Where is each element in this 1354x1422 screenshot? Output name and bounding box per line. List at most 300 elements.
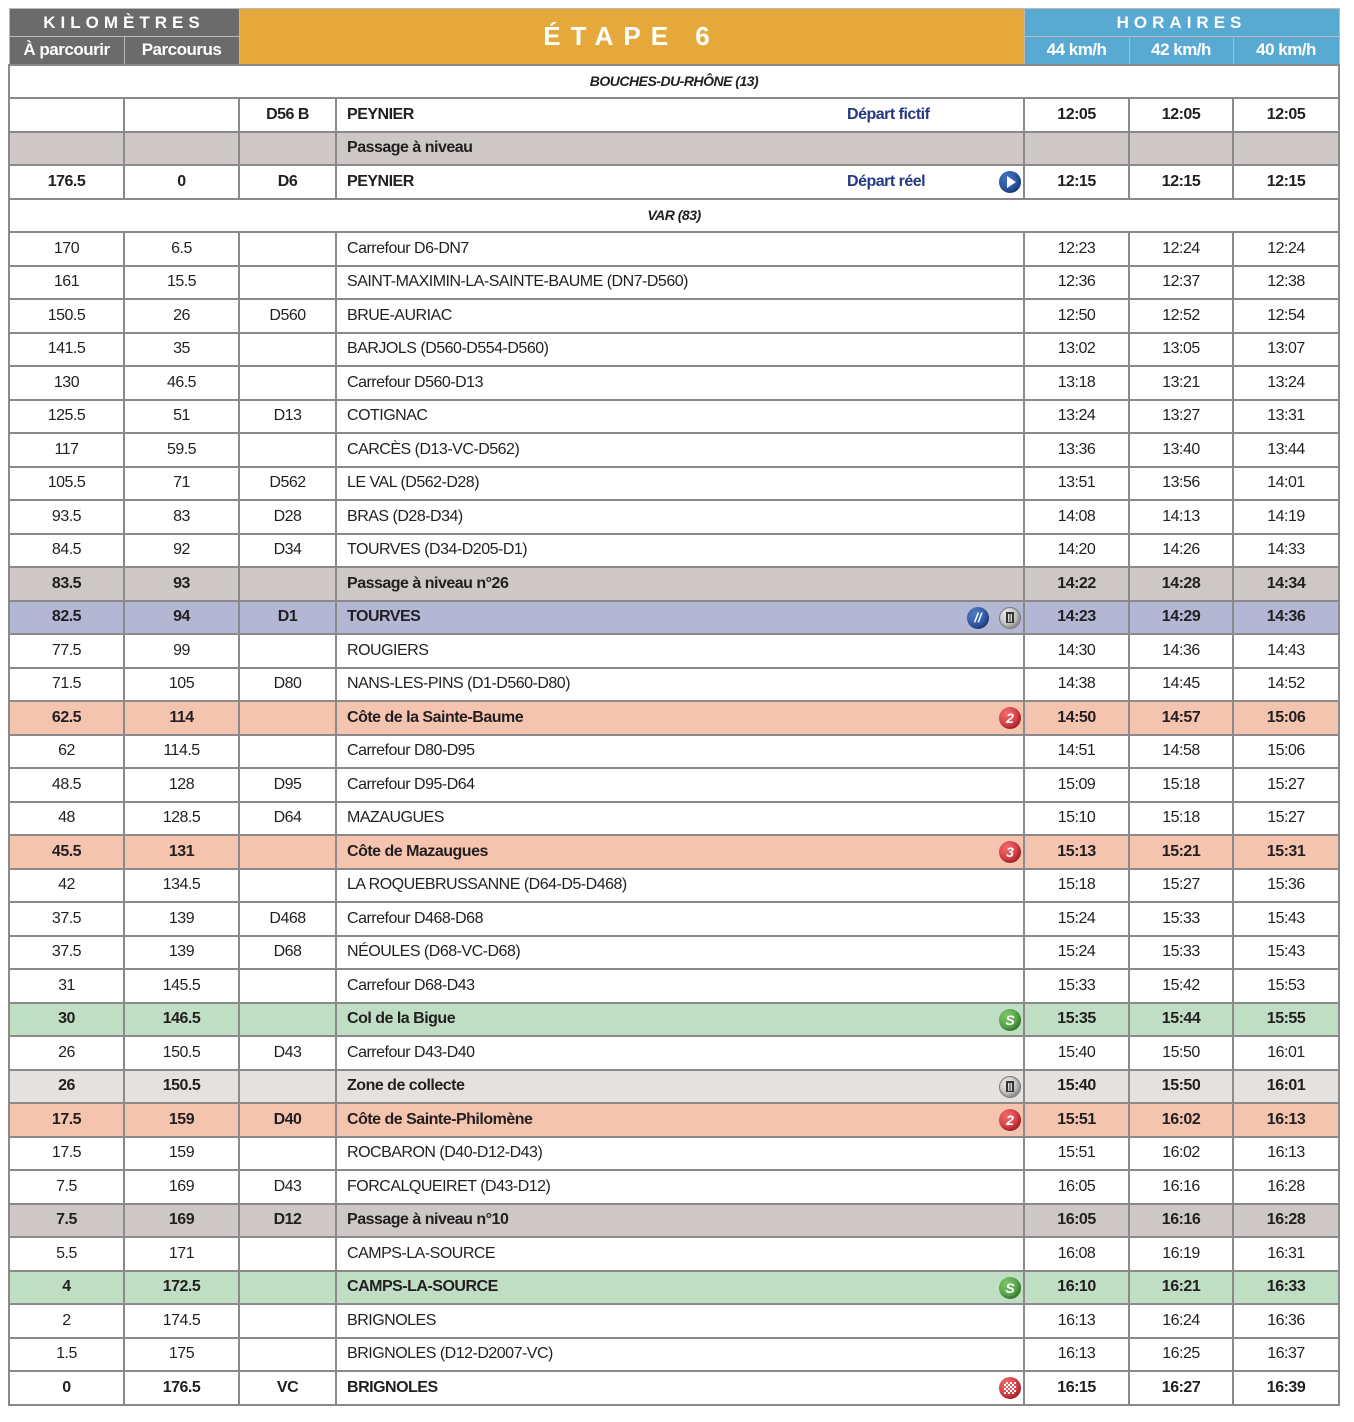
place-name: TOURVES (D34-D205-D1) xyxy=(347,541,528,559)
done-km: 35 xyxy=(124,333,239,367)
route-row xyxy=(9,333,1339,367)
done-km: 172.5 xyxy=(124,1271,239,1305)
place-name: PEYNIER xyxy=(347,172,414,190)
place-name: COTIGNAC xyxy=(347,407,428,425)
stage-title: ÉTAPE 6 xyxy=(239,9,1024,65)
done-km: 150.5 xyxy=(124,1070,239,1104)
time-44kmh: 12:23 xyxy=(1024,232,1129,266)
remaining-km: 141.5 xyxy=(9,333,124,367)
time-40kmh: 12:54 xyxy=(1233,299,1339,333)
place-cell xyxy=(336,634,1024,668)
place-name: CAMPS-LA-SOURCE xyxy=(347,1278,498,1296)
road-number xyxy=(239,567,336,601)
row-icons xyxy=(967,607,1021,629)
remaining-km: 30 xyxy=(9,1003,124,1037)
time-42kmh: 16:02 xyxy=(1129,1103,1233,1137)
road-number xyxy=(239,266,336,300)
remaining-km: 83.5 xyxy=(9,567,124,601)
done-km: 146.5 xyxy=(124,1003,239,1037)
time-40kmh xyxy=(1233,132,1339,166)
place-name: Zone de collecte xyxy=(347,1077,465,1095)
time-44kmh: 14:30 xyxy=(1024,634,1129,668)
time-40kmh: 12:24 xyxy=(1233,232,1339,266)
time-44kmh: 14:23 xyxy=(1024,601,1129,635)
time-42kmh: 14:36 xyxy=(1129,634,1233,668)
time-42kmh: 15:18 xyxy=(1129,802,1233,836)
done-km: 174.5 xyxy=(124,1304,239,1338)
time-44kmh: 14:38 xyxy=(1024,668,1129,702)
remaining-km: 150.5 xyxy=(9,299,124,333)
remaining-km: 5.5 xyxy=(9,1237,124,1271)
done-km: 26 xyxy=(124,299,239,333)
row-icons xyxy=(999,841,1021,863)
place-cell xyxy=(336,735,1024,769)
remaining-km: 105.5 xyxy=(9,467,124,501)
time-40kmh: 16:39 xyxy=(1233,1371,1339,1405)
row-icons xyxy=(999,1277,1021,1299)
time-44kmh: 14:51 xyxy=(1024,735,1129,769)
time-40kmh: 15:06 xyxy=(1233,735,1339,769)
route-row xyxy=(9,634,1339,668)
remaining-km: 77.5 xyxy=(9,634,124,668)
remaining-km: 2 xyxy=(9,1304,124,1338)
done-km: 83 xyxy=(124,500,239,534)
time-42kmh: 16:16 xyxy=(1129,1204,1233,1238)
time-44kmh: 13:36 xyxy=(1024,433,1129,467)
done-km xyxy=(124,132,239,166)
place-cell xyxy=(336,400,1024,434)
time-44kmh: 12:05 xyxy=(1024,98,1129,132)
speed-header-42: 42 km/h xyxy=(1129,37,1233,65)
departure-note: Départ fictif xyxy=(847,106,930,123)
route-row xyxy=(9,1170,1339,1204)
route-row xyxy=(9,98,1339,132)
done-km: 150.5 xyxy=(124,1036,239,1070)
route-row xyxy=(9,366,1339,400)
done-km: 128 xyxy=(124,768,239,802)
place-cell xyxy=(336,1204,1024,1238)
place-cell xyxy=(336,232,1024,266)
road-number: D43 xyxy=(239,1170,336,1204)
road-number: D560 xyxy=(239,299,336,333)
time-40kmh: 16:31 xyxy=(1233,1237,1339,1271)
time-44kmh: 13:18 xyxy=(1024,366,1129,400)
done-km: 0 xyxy=(124,165,239,199)
place-cell xyxy=(336,299,1024,333)
region-label: VAR (83) xyxy=(9,199,1339,233)
road-number: D12 xyxy=(239,1204,336,1238)
time-42kmh: 15:21 xyxy=(1129,835,1233,869)
road-number: D56 B xyxy=(239,98,336,132)
place-cell xyxy=(336,500,1024,534)
place-name: Côte de la Sainte-Baume xyxy=(347,708,524,726)
time-40kmh: 16:28 xyxy=(1233,1204,1339,1238)
time-42kmh: 12:52 xyxy=(1129,299,1233,333)
place-name: Passage à niveau n°26 xyxy=(347,574,509,592)
time-40kmh: 15:55 xyxy=(1233,1003,1339,1037)
road-number xyxy=(239,433,336,467)
place-name: SAINT-MAXIMIN-LA-SAINTE-BAUME (DN7-D560) xyxy=(347,273,688,291)
remaining-km: 45.5 xyxy=(9,835,124,869)
time-40kmh: 12:05 xyxy=(1233,98,1339,132)
place-cell xyxy=(336,969,1024,1003)
time-40kmh: 12:15 xyxy=(1233,165,1339,199)
remaining-km: 48 xyxy=(9,802,124,836)
route-row xyxy=(9,835,1339,869)
place-cell xyxy=(336,802,1024,836)
road-number xyxy=(239,333,336,367)
horaires-header: HORAIRES xyxy=(1024,9,1339,37)
place-name: Côte de Sainte-Philomène xyxy=(347,1110,533,1128)
time-42kmh: 12:05 xyxy=(1129,98,1233,132)
time-42kmh: 16:16 xyxy=(1129,1170,1233,1204)
route-row xyxy=(9,601,1339,635)
road-number: D468 xyxy=(239,902,336,936)
time-44kmh: 16:13 xyxy=(1024,1304,1129,1338)
row-icons xyxy=(999,707,1021,729)
remaining-km: 26 xyxy=(9,1036,124,1070)
road-number: D80 xyxy=(239,668,336,702)
route-row xyxy=(9,735,1339,769)
place-cell xyxy=(336,534,1024,568)
timetable xyxy=(8,8,1340,1406)
finish-flag-icon xyxy=(999,1377,1021,1399)
place-cell xyxy=(336,366,1024,400)
remaining-km xyxy=(9,132,124,166)
time-44kmh: 12:15 xyxy=(1024,165,1129,199)
place-cell xyxy=(336,1137,1024,1171)
time-40kmh: 13:07 xyxy=(1233,333,1339,367)
route-row xyxy=(9,936,1339,970)
place-name: Côte de Mazaugues xyxy=(347,842,488,860)
place-cell xyxy=(336,835,1024,869)
remaining-km: 7.5 xyxy=(9,1204,124,1238)
route-row xyxy=(9,802,1339,836)
route-row xyxy=(9,1204,1339,1238)
route-row xyxy=(9,1304,1339,1338)
climb-cat-3-icon: 3 xyxy=(999,841,1021,863)
place-cell xyxy=(336,333,1024,367)
done-km-header: Parcourus xyxy=(124,37,239,65)
done-km xyxy=(124,98,239,132)
road-number xyxy=(239,1304,336,1338)
time-44kmh: 15:18 xyxy=(1024,869,1129,903)
remaining-km: 0 xyxy=(9,1371,124,1405)
time-40kmh: 15:36 xyxy=(1233,869,1339,903)
done-km: 169 xyxy=(124,1170,239,1204)
done-km: 6.5 xyxy=(124,232,239,266)
route-row xyxy=(9,266,1339,300)
done-km: 59.5 xyxy=(124,433,239,467)
place-name: Passage à niveau xyxy=(347,139,473,157)
time-40kmh: 16:13 xyxy=(1233,1137,1339,1171)
time-44kmh: 15:51 xyxy=(1024,1137,1129,1171)
row-icons xyxy=(999,171,1021,193)
road-number xyxy=(239,1338,336,1372)
place-cell xyxy=(336,98,1024,132)
climb-cat-2-icon: 2 xyxy=(999,707,1021,729)
route-row xyxy=(9,165,1339,199)
route-row xyxy=(9,869,1339,903)
place-name: BRAS (D28-D34) xyxy=(347,507,463,525)
road-number: D13 xyxy=(239,400,336,434)
place-cell xyxy=(336,1070,1024,1104)
remaining-km: 62.5 xyxy=(9,701,124,735)
time-44kmh: 14:20 xyxy=(1024,534,1129,568)
place-cell xyxy=(336,132,1024,166)
place-cell xyxy=(336,902,1024,936)
place-cell xyxy=(336,1036,1024,1070)
route-row xyxy=(9,534,1339,568)
row-icons xyxy=(999,1377,1021,1399)
road-number xyxy=(239,701,336,735)
time-40kmh: 15:43 xyxy=(1233,936,1339,970)
done-km: 114 xyxy=(124,701,239,735)
time-44kmh: 15:51 xyxy=(1024,1103,1129,1137)
remaining-km: 161 xyxy=(9,266,124,300)
remaining-km-header: À parcourir xyxy=(9,37,124,65)
time-44kmh xyxy=(1024,132,1129,166)
road-number: D40 xyxy=(239,1103,336,1137)
done-km: 99 xyxy=(124,634,239,668)
route-row xyxy=(9,1237,1339,1271)
done-km: 145.5 xyxy=(124,969,239,1003)
time-40kmh: 16:28 xyxy=(1233,1170,1339,1204)
place-name: PEYNIER xyxy=(347,105,414,123)
place-cell xyxy=(336,668,1024,702)
time-40kmh: 14:52 xyxy=(1233,668,1339,702)
remaining-km: 7.5 xyxy=(9,1170,124,1204)
place-name: Col de la Bigue xyxy=(347,1010,456,1028)
remaining-km: 170 xyxy=(9,232,124,266)
route-row xyxy=(9,433,1339,467)
place-name: NÉOULES (D68-VC-D68) xyxy=(347,943,521,961)
route-row xyxy=(9,232,1339,266)
road-number xyxy=(239,735,336,769)
place-name: BRIGNOLES xyxy=(347,1378,438,1396)
place-name: BRIGNOLES xyxy=(347,1311,436,1329)
remaining-km: 1.5 xyxy=(9,1338,124,1372)
road-number xyxy=(239,1237,336,1271)
place-name: ROUGIERS xyxy=(347,641,429,659)
place-name: Carrefour D68-D43 xyxy=(347,976,475,994)
place-name: LE VAL (D562-D28) xyxy=(347,474,480,492)
sprint-icon: S xyxy=(999,1277,1021,1299)
remaining-km: 17.5 xyxy=(9,1103,124,1137)
time-44kmh: 14:50 xyxy=(1024,701,1129,735)
place-cell xyxy=(336,266,1024,300)
place-name: BRUE-AURIAC xyxy=(347,306,452,324)
time-44kmh: 15:35 xyxy=(1024,1003,1129,1037)
time-42kmh: 14:13 xyxy=(1129,500,1233,534)
place-name: BRIGNOLES (D12-D2007-VC) xyxy=(347,1345,553,1363)
sprint-icon: S xyxy=(999,1009,1021,1031)
remaining-km: 71.5 xyxy=(9,668,124,702)
road-number xyxy=(239,232,336,266)
row-icons xyxy=(999,1076,1021,1098)
remaining-km: 48.5 xyxy=(9,768,124,802)
time-42kmh: 13:56 xyxy=(1129,467,1233,501)
place-cell xyxy=(336,567,1024,601)
time-42kmh: 16:19 xyxy=(1129,1237,1233,1271)
time-40kmh: 12:38 xyxy=(1233,266,1339,300)
time-40kmh: 14:33 xyxy=(1233,534,1339,568)
time-44kmh: 15:09 xyxy=(1024,768,1129,802)
road-number: D64 xyxy=(239,802,336,836)
place-name: BARJOLS (D560-D554-D560) xyxy=(347,340,549,358)
place-cell xyxy=(336,433,1024,467)
time-44kmh: 16:08 xyxy=(1024,1237,1129,1271)
done-km: 131 xyxy=(124,835,239,869)
time-42kmh: 14:58 xyxy=(1129,735,1233,769)
place-name: Carrefour D80-D95 xyxy=(347,742,475,760)
region-row xyxy=(9,199,1339,233)
row-icons xyxy=(999,1109,1021,1131)
road-number: VC xyxy=(239,1371,336,1405)
time-44kmh: 15:10 xyxy=(1024,802,1129,836)
time-40kmh: 14:19 xyxy=(1233,500,1339,534)
done-km: 139 xyxy=(124,902,239,936)
time-44kmh: 14:22 xyxy=(1024,567,1129,601)
place-name: Passage à niveau n°10 xyxy=(347,1211,509,1229)
place-cell xyxy=(336,601,1024,635)
route-row xyxy=(9,132,1339,166)
time-42kmh: 15:50 xyxy=(1129,1070,1233,1104)
remaining-km: 37.5 xyxy=(9,902,124,936)
road-number: D68 xyxy=(239,936,336,970)
done-km: 176.5 xyxy=(124,1371,239,1405)
time-44kmh: 12:36 xyxy=(1024,266,1129,300)
time-44kmh: 13:02 xyxy=(1024,333,1129,367)
done-km: 171 xyxy=(124,1237,239,1271)
time-42kmh: 13:21 xyxy=(1129,366,1233,400)
route-row xyxy=(9,1271,1339,1305)
remaining-km: 4 xyxy=(9,1271,124,1305)
road-number xyxy=(239,1271,336,1305)
remaining-km: 93.5 xyxy=(9,500,124,534)
time-44kmh: 15:33 xyxy=(1024,969,1129,1003)
time-42kmh: 14:29 xyxy=(1129,601,1233,635)
place-cell xyxy=(336,936,1024,970)
route-row xyxy=(9,969,1339,1003)
route-row xyxy=(9,400,1339,434)
time-40kmh: 15:43 xyxy=(1233,902,1339,936)
climb-cat-2-icon: 2 xyxy=(999,1109,1021,1131)
done-km: 92 xyxy=(124,534,239,568)
road-number xyxy=(239,1070,336,1104)
time-42kmh: 14:28 xyxy=(1129,567,1233,601)
done-km: 134.5 xyxy=(124,869,239,903)
time-42kmh: 14:45 xyxy=(1129,668,1233,702)
route-row xyxy=(9,668,1339,702)
done-km: 128.5 xyxy=(124,802,239,836)
place-cell xyxy=(336,1371,1024,1405)
time-42kmh: 12:15 xyxy=(1129,165,1233,199)
road-number: D1 xyxy=(239,601,336,635)
route-row xyxy=(9,768,1339,802)
time-40kmh: 15:06 xyxy=(1233,701,1339,735)
time-44kmh: 15:13 xyxy=(1024,835,1129,869)
place-cell xyxy=(336,1271,1024,1305)
remaining-km: 37.5 xyxy=(9,936,124,970)
place-name: Carrefour D43-D40 xyxy=(347,1043,475,1061)
done-km: 51 xyxy=(124,400,239,434)
place-name: LA ROQUEBRUSSANNE (D64-D5-D468) xyxy=(347,876,627,894)
time-44kmh: 15:40 xyxy=(1024,1036,1129,1070)
road-number xyxy=(239,366,336,400)
done-km: 46.5 xyxy=(124,366,239,400)
time-42kmh: 16:21 xyxy=(1129,1271,1233,1305)
road-number: D28 xyxy=(239,500,336,534)
route-row xyxy=(9,500,1339,534)
place-name: Carrefour D6-DN7 xyxy=(347,239,469,257)
time-40kmh: 15:53 xyxy=(1233,969,1339,1003)
place-cell xyxy=(336,1304,1024,1338)
road-number xyxy=(239,1003,336,1037)
time-44kmh: 16:10 xyxy=(1024,1271,1129,1305)
place-cell xyxy=(336,1003,1024,1037)
route-row xyxy=(9,1070,1339,1104)
time-40kmh: 15:27 xyxy=(1233,802,1339,836)
place-cell xyxy=(336,1237,1024,1271)
done-km: 159 xyxy=(124,1103,239,1137)
remaining-km: 117 xyxy=(9,433,124,467)
time-40kmh: 16:37 xyxy=(1233,1338,1339,1372)
place-name: ROCBARON (D40-D12-D43) xyxy=(347,1144,543,1162)
remaining-km: 26 xyxy=(9,1070,124,1104)
route-row xyxy=(9,1371,1339,1405)
time-42kmh: 13:05 xyxy=(1129,333,1233,367)
header-row-1 xyxy=(9,9,1339,37)
road-number: D6 xyxy=(239,165,336,199)
route-row xyxy=(9,1003,1339,1037)
time-40kmh: 14:36 xyxy=(1233,601,1339,635)
remaining-km: 130 xyxy=(9,366,124,400)
done-km: 93 xyxy=(124,567,239,601)
time-42kmh: 14:57 xyxy=(1129,701,1233,735)
time-42kmh: 15:33 xyxy=(1129,936,1233,970)
stage-timetable xyxy=(8,8,1338,1406)
speed-header-40: 40 km/h xyxy=(1233,37,1339,65)
time-40kmh: 15:27 xyxy=(1233,768,1339,802)
place-name: TOURVES xyxy=(347,608,421,626)
route-row xyxy=(9,1036,1339,1070)
place-name: MAZAUGUES xyxy=(347,809,444,827)
remaining-km: 84.5 xyxy=(9,534,124,568)
time-42kmh: 15:33 xyxy=(1129,902,1233,936)
route-row xyxy=(9,1103,1339,1137)
time-42kmh: 15:50 xyxy=(1129,1036,1233,1070)
place-name: CARCÈS (D13-VC-D562) xyxy=(347,440,520,458)
time-40kmh: 13:31 xyxy=(1233,400,1339,434)
route-row xyxy=(9,1338,1339,1372)
road-number xyxy=(239,835,336,869)
place-name: Carrefour D560-D13 xyxy=(347,373,483,391)
time-42kmh: 15:27 xyxy=(1129,869,1233,903)
route-row xyxy=(9,299,1339,333)
place-cell xyxy=(336,165,1024,199)
place-name: CAMPS-LA-SOURCE xyxy=(347,1244,496,1262)
region-label: BOUCHES-DU-RHÔNE (13) xyxy=(9,65,1339,99)
time-42kmh: 16:25 xyxy=(1129,1338,1233,1372)
time-42kmh: 15:44 xyxy=(1129,1003,1233,1037)
road-number: D562 xyxy=(239,467,336,501)
time-40kmh: 16:33 xyxy=(1233,1271,1339,1305)
time-44kmh: 13:51 xyxy=(1024,467,1129,501)
feed-zone-icon: // xyxy=(967,607,989,629)
time-44kmh: 16:15 xyxy=(1024,1371,1129,1405)
time-42kmh xyxy=(1129,132,1233,166)
